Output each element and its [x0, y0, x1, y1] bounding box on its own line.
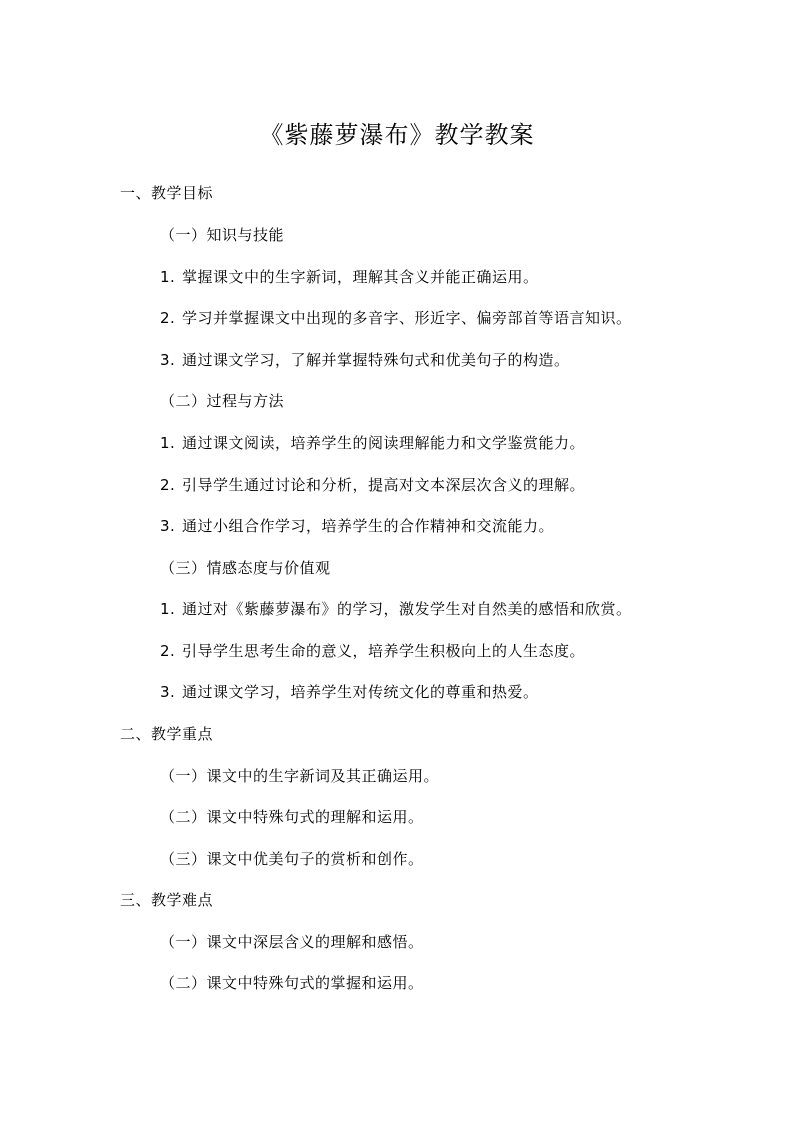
item-number: 3. [160, 683, 176, 701]
item-text: 掌握课文中的生字新词，理解其含义并能正确运用。 [182, 268, 539, 286]
item-number: 1. [160, 434, 176, 452]
key-point-item: （一）课文中的生字新词及其正确运用。 [160, 767, 440, 785]
document-title: 《紫藤萝瀑布》教学教案 [259, 121, 535, 149]
item-number: 1. [160, 600, 176, 618]
list-item [160, 681, 539, 703]
list-item [160, 474, 585, 496]
section-heading-difficulties: 三、教学难点 [120, 891, 214, 909]
subsection-heading-values: （三）情感态度与价值观 [160, 559, 331, 577]
item-number: 2. [160, 309, 176, 327]
list-item [160, 432, 585, 454]
item-text: 引导学生通过讨论和分析，提高对文本深层次含义的理解。 [182, 476, 586, 494]
subsection-heading-knowledge: （一）知识与技能 [160, 226, 285, 244]
list-item [160, 349, 570, 371]
list-item [160, 307, 632, 329]
item-number: 2. [160, 476, 176, 494]
item-number: 3. [160, 351, 176, 369]
item-text: 学习并掌握课文中出现的多音字、形近字、偏旁部首等语言知识。 [182, 309, 632, 327]
section-heading-objectives: 一、教学目标 [120, 184, 214, 202]
subsection-heading-process: （二）过程与方法 [160, 392, 285, 410]
item-text: 通过小组合作学习，培养学生的合作精神和交流能力。 [182, 517, 555, 535]
list-item [160, 598, 632, 620]
item-text: 通过课文阅读，培养学生的阅读理解能力和文学鉴赏能力。 [182, 434, 586, 452]
item-text: 通过课文学习，了解并掌握特殊句式和优美句子的构造。 [182, 351, 570, 369]
difficulty-item: （二）课文中特殊句式的掌握和运用。 [160, 974, 424, 992]
section-heading-key-points: 二、教学重点 [120, 725, 214, 743]
difficulty-item: （一）课文中深层含义的理解和感悟。 [160, 933, 424, 951]
key-point-item: （二）课文中特殊句式的理解和运用。 [160, 808, 424, 826]
list-item [160, 266, 539, 288]
item-number: 2. [160, 642, 176, 660]
item-number: 3. [160, 517, 176, 535]
key-point-item: （三）课文中优美句子的赏析和创作。 [160, 850, 424, 868]
item-text: 引导学生思考生命的意义，培养学生积极向上的人生态度。 [182, 642, 586, 660]
item-text: 通过课文学习，培养学生对传统文化的尊重和热爱。 [182, 683, 539, 701]
item-number: 1. [160, 268, 176, 286]
item-text: 通过对《紫藤萝瀑布》的学习，激发学生对自然美的感悟和欣赏。 [182, 600, 632, 618]
list-item [160, 515, 554, 537]
list-item [160, 640, 585, 662]
